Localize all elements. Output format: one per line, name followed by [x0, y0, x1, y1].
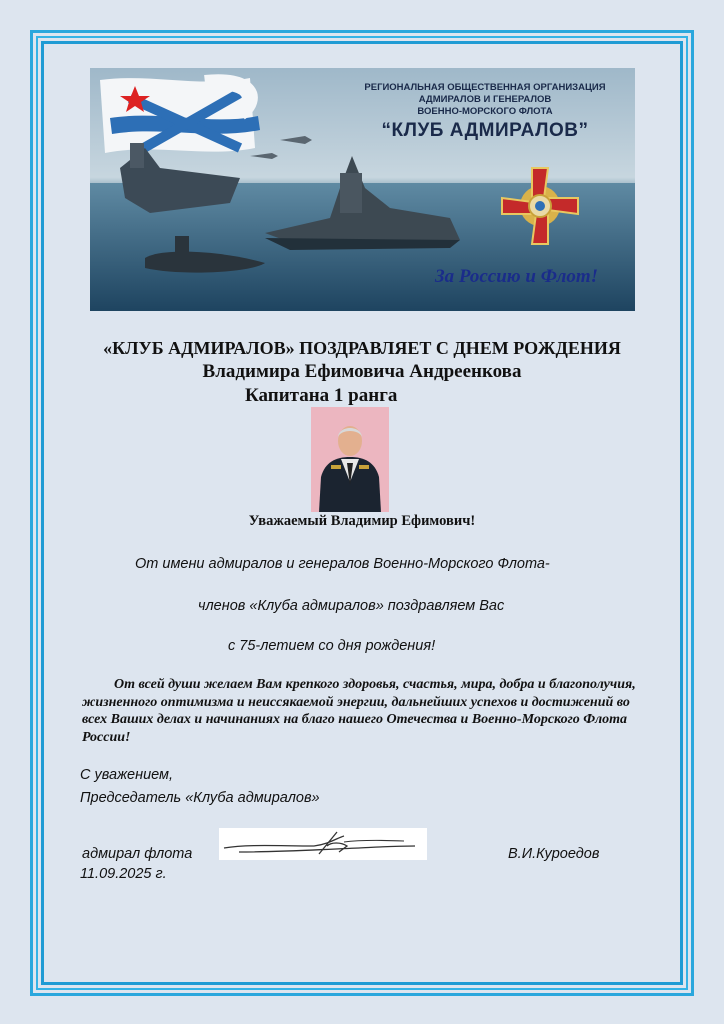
signer-rank: адмирал флота: [82, 846, 193, 862]
signer-name: В.И.Куроедов: [508, 846, 600, 862]
signer-position: Председатель «Клуба адмиралов»: [80, 790, 320, 806]
congrats-heading: «КЛУБ АДМИРАЛОВ» ПОЗДРАВЛЯЕТ С ДНЕМ РОЖДЕНИЯ: [103, 338, 621, 358]
greeting: Уважаемый Владимир Ефимович!: [248, 513, 476, 529]
message-line-2: членов «Клуба адмиралов» поздравляем Вас: [198, 598, 505, 614]
banner-motto: За Россию и Флот!: [435, 266, 598, 287]
club-name: “КЛУБ АДМИРАЛОВ”: [381, 120, 589, 141]
document-date: 11.09.2025 г.: [80, 866, 167, 882]
handwritten-signature: [219, 828, 427, 860]
recipient-photo: [311, 407, 389, 512]
recipient-name: Владимира Ефимовича Андреенкова: [202, 361, 522, 382]
org-line-1: РЕГИОНАЛЬНАЯ ОБЩЕСТВЕННАЯ ОРГАНИЗАЦИЯ: [364, 82, 606, 93]
message-line-1: От имени адмиралов и генералов Военно-Морского Флота-: [135, 556, 550, 572]
org-title: [340, 82, 630, 142]
header-banner: [90, 68, 635, 311]
regards-text: С уважением,: [80, 767, 174, 783]
wishes-paragraph: От всей души желаем Вам крепкого здоровья, счастья, мира, добра и благополучия, жизненного оптимизма и неиссякаемой энергии, дальнейших успехов и достижений во всех Ваших делах и начинаниях на благо нашего Отечества и Военно-Морского Флота России!: [82, 677, 636, 745]
org-line-3: ВОЕННО-МОРСКОГО ФЛОТА: [417, 106, 553, 117]
org-line-2: АДМИРАЛОВ И ГЕНЕРАЛОВ: [418, 94, 552, 105]
message-line-3: с 75-летием со дня рождения!: [228, 638, 436, 654]
recipient-rank: Капитана 1 ранга: [245, 385, 398, 406]
